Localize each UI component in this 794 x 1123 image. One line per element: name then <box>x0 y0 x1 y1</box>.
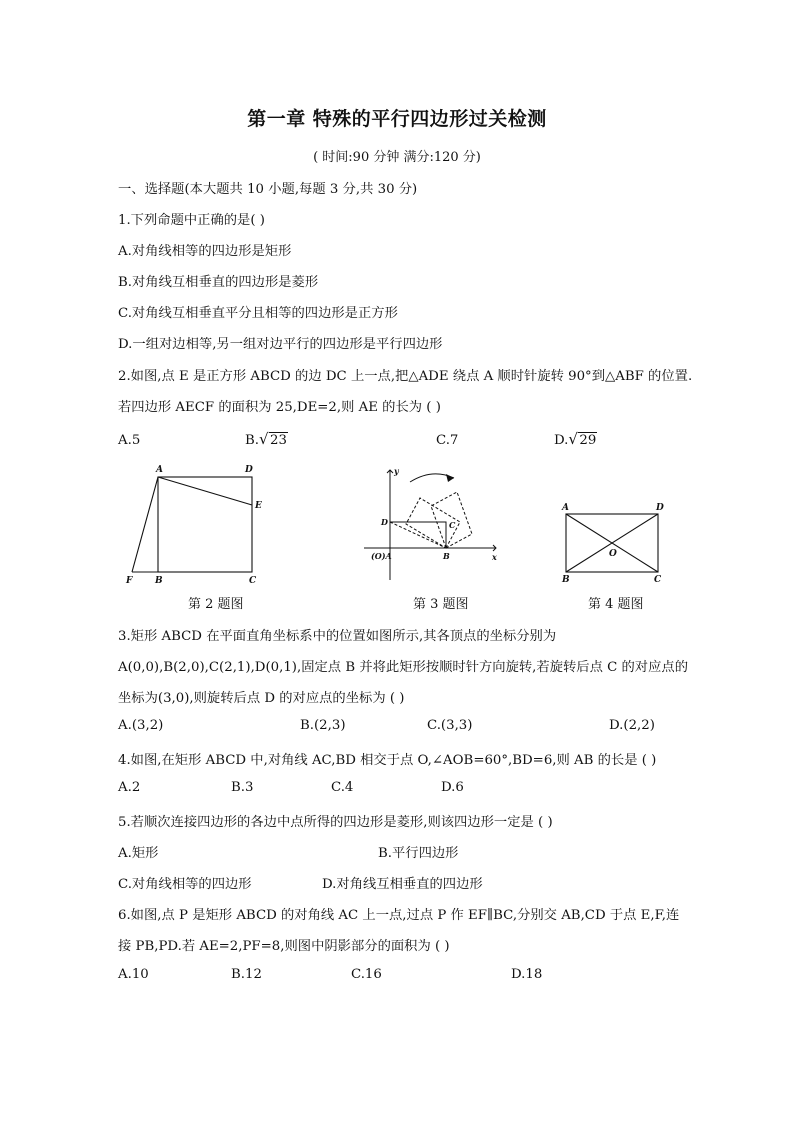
label-y: y <box>394 466 399 476</box>
q6-option-d: D.18 <box>511 967 543 982</box>
label-b: B <box>155 576 163 585</box>
q5-option-c: C.对角线相等的四边形 <box>118 877 252 892</box>
q3-stem-line2: A(0,0),B(2,0),C(2,1),D(0,1),固定点 B 并将此矩形按顺时针方向旋转,若旋转后点 C 的对应点的 <box>118 660 688 675</box>
q2-option-d-radicand: 29 <box>579 433 597 448</box>
segment-af <box>132 477 158 572</box>
q5-option-a: A.矩形 <box>118 846 159 861</box>
q2-option-a: A.5 <box>118 433 141 448</box>
sqrt-symbol: √ 23 <box>259 430 287 448</box>
page-title: 第一章 特殊的平行四边形过关检测 <box>247 108 547 130</box>
label-b: B <box>562 575 570 585</box>
q3-stem-line3: 坐标为(3,0),则旋转后点 D 的对应点的坐标为 ( ) <box>118 691 405 706</box>
q3-option-d: D.(2,2) <box>609 718 655 733</box>
label-d: D <box>245 465 253 475</box>
label-f: F <box>126 576 133 585</box>
q2-option-b-prefix: B. <box>245 433 259 448</box>
label-c: C <box>654 575 662 585</box>
q4-option-d: D.6 <box>441 780 464 795</box>
q6-stem-line1: 6.如图,点 P 是矩形 ABCD 的对角线 AC 上一点,过点 P 作 EF∥BC,分别交 AB,CD 于点 E,F,连 <box>118 908 680 923</box>
q1-option-c: C.对角线互相垂直平分且相等的四边形是正方形 <box>118 306 398 321</box>
q2-stem-line2: 若四边形 AECF 的面积为 25,DE=2,则 AE 的长为 ( ) <box>118 400 441 415</box>
q4-option-c: C.4 <box>331 780 354 795</box>
q2-option-b <box>245 430 288 448</box>
q1-option-a: A.对角线相等的四边形是矩形 <box>118 244 292 259</box>
figure-4-caption: 第 4 题图 <box>588 597 644 612</box>
q5-stem: 5.若顺次连接四边形的各边中点所得的四边形是菱形,则该四边形一定是 ( ) <box>118 815 553 830</box>
q3-stem-line1: 3.矩形 ABCD 在平面直角坐标系中的位置如图所示,其各顶点的坐标分别为 <box>118 629 557 644</box>
q4-option-a: A.2 <box>118 780 141 795</box>
q2-option-d-prefix: D. <box>554 433 569 448</box>
q2-option-c: C.7 <box>436 433 459 448</box>
figure-3-caption: 第 3 题图 <box>413 597 469 612</box>
label-c: C <box>249 576 257 585</box>
q1-option-d: D.一组对边相等,另一组对边平行的四边形是平行四边形 <box>118 337 443 352</box>
dashed-diagonal <box>390 522 446 548</box>
q1-option-b: B.对角线互相垂直的四边形是菱形 <box>118 275 319 290</box>
label-a: A <box>156 465 163 475</box>
label-b: B <box>443 551 450 561</box>
q2-stem-line1: 2.如图,点 E 是正方形 ABCD 的边 DC 上一点,把△ADE 绕点 A 顺时针旋转 90°到△ABF 的位置. <box>118 369 693 384</box>
q3-option-b: B.(2,3) <box>300 718 346 733</box>
q1-stem: 1.下列命题中正确的是( ) <box>118 213 265 228</box>
q6-option-b: B.12 <box>231 967 262 982</box>
sqrt-symbol: √ 29 <box>568 430 597 448</box>
q5-option-b: B.平行四边形 <box>378 846 459 861</box>
figure-4 <box>556 500 668 585</box>
page-subtitle: ( 时间:90 分钟 满分:120 分) <box>313 150 481 165</box>
label-a: A <box>562 503 569 513</box>
q6-option-c: C.16 <box>351 967 382 982</box>
figure-2-caption: 第 2 题图 <box>188 597 244 612</box>
q6-stem-line2: 接 PB,PD.若 AE=2,PF=8,则图中阴影部分的面积为 ( ) <box>118 939 450 954</box>
figure-3 <box>360 462 510 587</box>
label-e: E <box>255 501 262 511</box>
label-o: O <box>609 549 617 559</box>
rotation-arrow-icon <box>446 474 454 482</box>
label-x: x <box>492 552 497 562</box>
q4-stem: 4.如图,在矩形 ABCD 中,对角线 AC,BD 相交于点 O,∠AOB=60°,BD=6,则 AB 的长是 ( ) <box>118 753 657 768</box>
q4-option-b: B.3 <box>231 780 254 795</box>
q3-option-a: A.(3,2) <box>118 718 164 733</box>
figure-2 <box>118 460 268 585</box>
section-heading: 一、选择题(本大题共 10 小题,每题 3 分,共 30 分) <box>118 182 418 197</box>
q3-option-c: C.(3,3) <box>427 718 473 733</box>
q2-option-d <box>554 430 597 448</box>
q2-option-b-radicand: 23 <box>270 433 287 448</box>
q5-option-d: D.对角线互相垂直的四边形 <box>322 877 483 892</box>
label-d: D <box>381 517 388 527</box>
label-c: C <box>449 520 456 530</box>
label-d: D <box>656 503 664 513</box>
label-origin-a: (O)A <box>371 551 392 561</box>
q6-option-a: A.10 <box>118 967 149 982</box>
segment-ae <box>158 477 252 505</box>
